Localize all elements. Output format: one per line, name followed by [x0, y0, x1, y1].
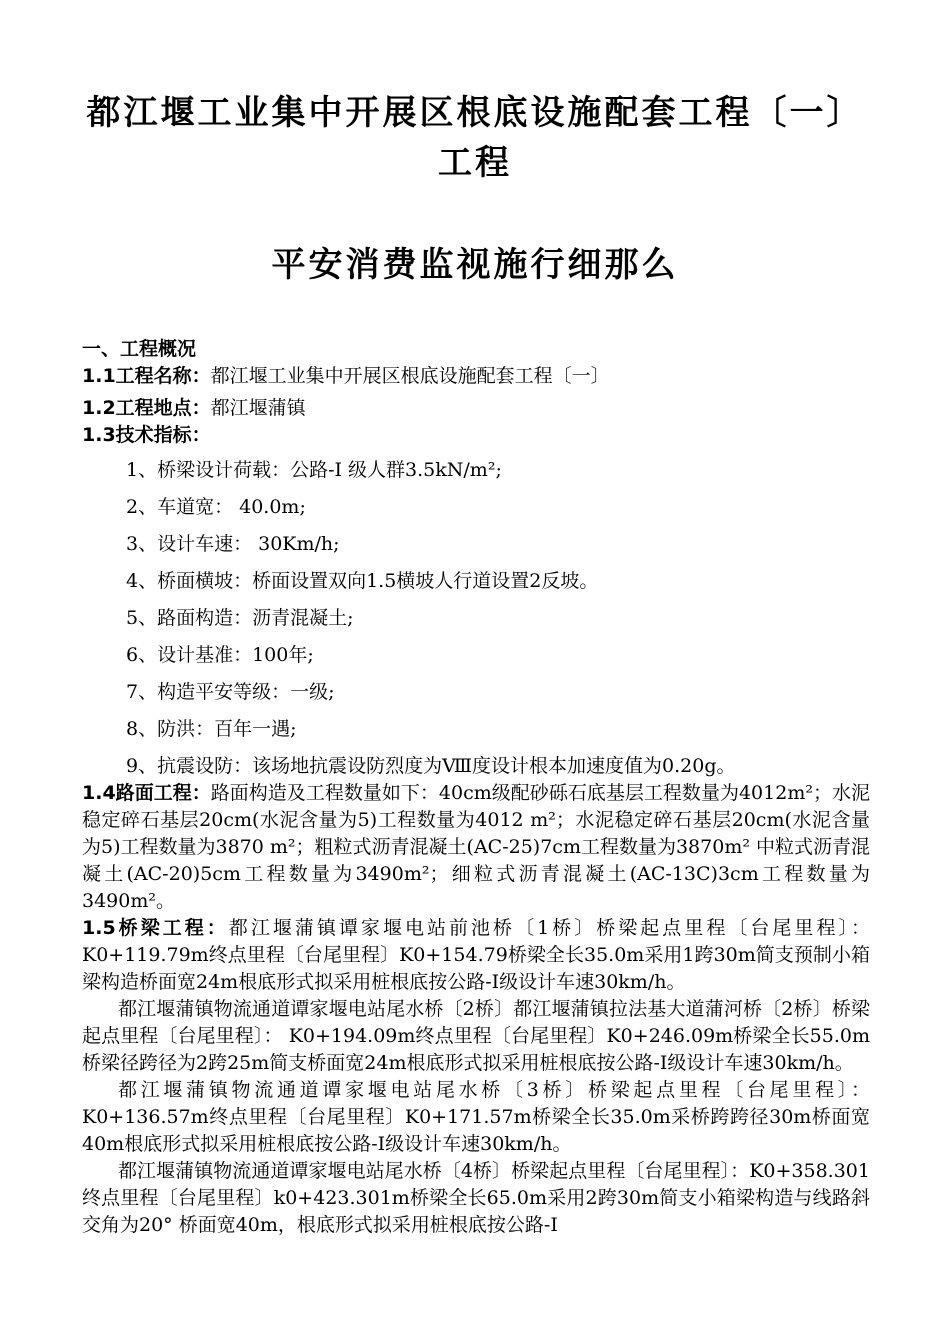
tech-item: 6、设计基准：100年;	[126, 644, 314, 666]
tech-item: 3、设计车速： 30Km/h;	[126, 533, 340, 555]
project-location-value: 都江堰蒲镇	[210, 397, 306, 419]
document-subtitle: 平安消费监视施行细那么	[271, 245, 679, 285]
tech-indicators-list	[82, 452, 870, 780]
bridge-works-label: 1.5桥梁工程：	[82, 917, 229, 939]
road-works-label: 1.4路面工程：	[82, 782, 211, 804]
bridge-paragraph: 都江堰蒲镇物流通道谭家堰电站尾水桥〔2桥〕都江堰蒲镇拉法基大道蒲河桥〔2桥〕桥梁起点里程〔台尾里程〕： K0+194.09m终点里程〔台尾里程〕K0+246.09m桥梁全长55.0m桥梁径跨径为2跨25m简支桥面宽24m根底形式拟采用桩根底按公路-I级设计车速30km/h。	[82, 998, 870, 1074]
section-heading-overview: 一、工程概况	[82, 338, 197, 360]
project-name-value: 都江堰工业集中开展区根底设施配套工程〔一〕	[210, 365, 610, 387]
tech-indicators-label: 1.3技术指标：	[82, 424, 211, 446]
road-works-paragraph	[82, 780, 870, 915]
document-body	[82, 336, 870, 1239]
bridge-works-text: 都江堰蒲镇谭家堰电站前池桥〔1桥〕桥梁起点里程〔台尾里程〕：K0+119.79m终点里程〔台尾里程〕K0+154.79桥梁全长35.0m采用1跨30m简支预制小箱梁构造桥面宽24m根底形式拟采用桩根底按公路-I级设计车速30km/h。	[82, 917, 870, 993]
tech-item: 7、构造平安等级：一级;	[126, 681, 335, 703]
tech-item: 8、防洪：百年一遇;	[126, 718, 297, 740]
tech-item: 1、桥梁设计荷载：公路-Ⅰ 级人群3.5kN/m²;	[126, 459, 502, 481]
tech-item: 2、车道宽： 40.0m;	[126, 496, 306, 518]
bridge-paragraph: 都江堰蒲镇物流通道谭家堰电站尾水桥〔3桥〕桥梁起点里程〔台尾里程〕：K0+136.57m终点里程〔台尾里程〕K0+171.57m桥梁全长35.0m采桥跨跨径30m桥面宽40m根底形式拟采用桩根底按公路-I级设计车速30km/h。	[82, 1079, 870, 1155]
project-name-line	[82, 363, 870, 390]
document-title: 都江堰工业集中开展区根底设施配套工程〔一〕工程	[86, 93, 864, 183]
road-works-text: 路面构造及工程数量如下：40cm级配砂砾石底基层工程数量为4012m²；水泥稳定碎石基层20cm(水泥含量为5)工程数量为4012 m²；水泥稳定碎石基层20cm(水泥含量为5)工程数量为3870 m²；粗粒式沥青混凝土(AC-25)7cm工程数量为3870m² 中粒式沥青混凝土(AC-20)5cm工程数量为3490m²；细粒式沥青混凝土(AC-13C)3cm工程数量为3490m²。	[82, 782, 870, 912]
project-location-label: 1.2工程地点：	[82, 397, 211, 419]
tech-item: 4、桥面横坡：桥面设置双向1.5横坡人行道设置2反坡。	[126, 570, 599, 592]
tech-item: 9、抗震设防：该场地抗震设防烈度为Ⅷ度设计根本加速度值为0.20g。	[126, 755, 736, 777]
bridge-paragraph: 都江堰蒲镇物流通道谭家堰电站尾水桥〔4桥〕桥梁起点里程〔台尾里程〕：K0+358.301终点里程〔台尾里程〕k0+423.301m桥梁全长65.0m采用2跨30m简支小箱梁构造与线路斜交角为20° 桥面宽40m，根底形式拟采用桩根底按公路-I	[82, 1160, 870, 1236]
project-location-line	[82, 395, 870, 422]
bridge-works-paragraph	[82, 915, 870, 996]
tech-item: 5、路面构造：沥青混凝土;	[126, 607, 354, 629]
project-name-label: 1.1工程名称：	[82, 365, 211, 387]
